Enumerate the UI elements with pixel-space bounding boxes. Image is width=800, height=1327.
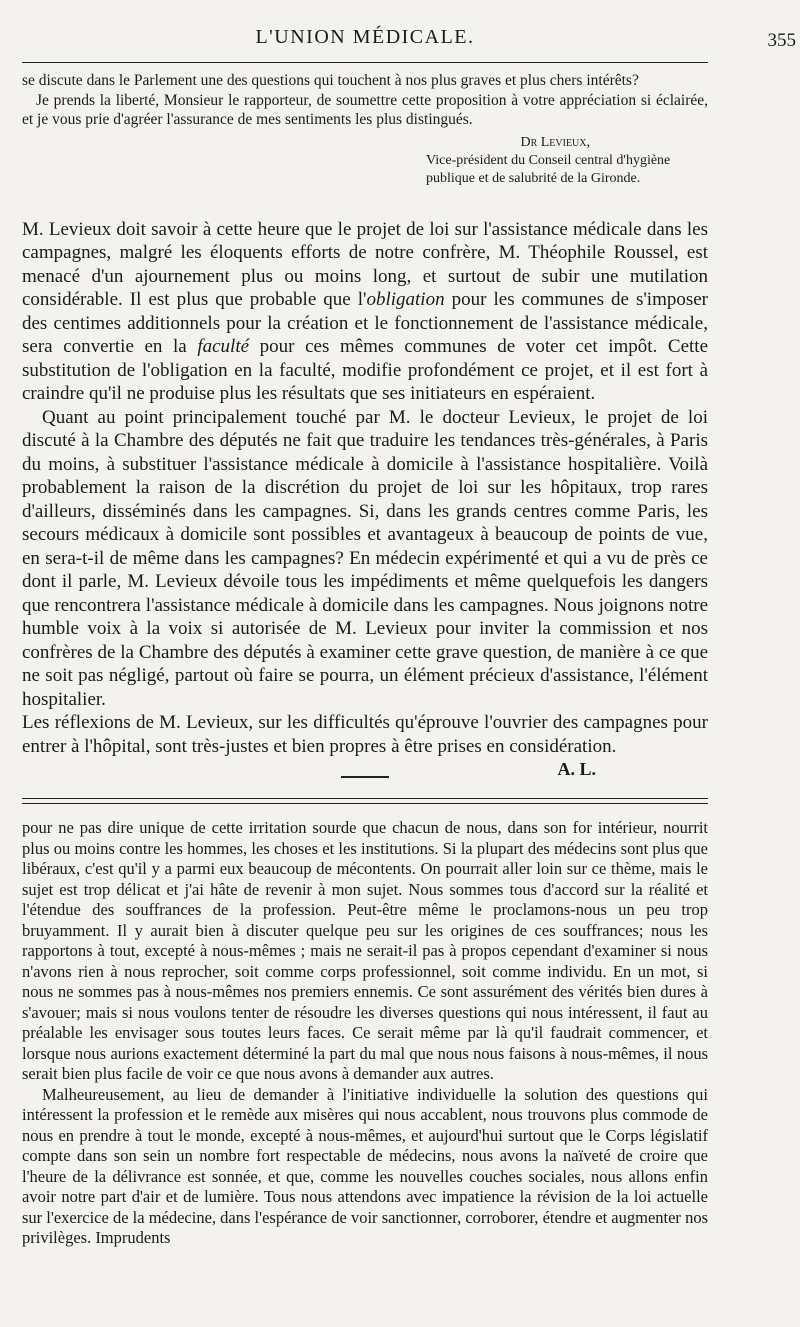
feuilleton-paragraph: pour ne pas dire unique de cette irritation sourde que chacun de nous, dans son for intérieur, nourrit plus ou moins contre les hommes, les choses et les institutions. Si la plupart des médecins sont plus que libéraux, c'est qu'il y a parmi eux beaucoup de mécontents. On pourrait aller loin sur ce thème, mais le sujet est trop délicat et j'ai hâte de revenir à mon sujet. Nous sommes tous d'accord sur la réalité et l'étendue des souffrances de la profession. Peut-être même le proclamons-nous un peu trop bruyamment. Il y aurait bien à discuter quelque peu sur les origines de ces souffrances; nous les rapportons à tout, excepté à nous-mêmes ; mais ne serait-il pas à propos cependant d'examiner si nous n'avons rien à nous reprocher, soit comme corps professionnel, soit comme individu. En un mot, si nous ne sommes pas à nous-mêmes nos premiers ennemis. Ce sont assurément des vérités bien dures à s'avouer; mais si nous voulons tenter de résoudre les diverses questions qui nous intéressent, il faut au préalable les envisager sous toutes leurs faces. Ce serait même par là qu'il faudrait commencer, et lorsque nous aurions exactement déterminé la part du mal que nous nous faisons à nous-mêmes, il nous serait bien plus facile de voir ce que nous avons à demander aux autres. <box>22 818 708 1083</box>
letter-signature <box>22 134 708 188</box>
letter-paragraph: Je prends la liberté, Monsieur le rapporteur, de soumettre cette proposition à votre appréciation si éclairée, et je vous prie d'agréer l'assurance de mes sentiments les plus distingués. <box>22 91 708 128</box>
page-header <box>22 22 796 63</box>
signature-title: Vice-président du Conseil central d'hygiène publique et de salubrité de la Gironde. <box>426 152 671 186</box>
feuilleton-paragraph: Malheureusement, au lieu de demander à l'initiative individuelle la solution des questions qui intéressent la profession et le remède aux misères qui nous accablent, nous trouvons plus commode de nous en prendre à tout le monde, excepté à nous-mêmes, et aujourd'hui surtout que le Corps législatif compte dans son sein un nombre fort respectable de médecins, nous avons la naïveté de croire que l'heure de la délivrance est sonnée, et que, comme les nouvelles couches sociales, nous allons enfin avoir notre part d'air et de lumière. Tous nous attendons avec impatience la révision de la loi actuelle sur l'exercice de la médecine, dans l'espérance de voir sanctionner, corroborer, étendre et augmenter nos privilèges. Imprudents <box>22 1084 708 1247</box>
running-title: L'UNION MÉDICALE. <box>255 26 475 48</box>
page-number: 355 <box>767 30 796 51</box>
feuilleton-section <box>22 818 708 1249</box>
emphasis-obligation: obligation <box>366 289 445 310</box>
commentary-paragraph: Les réflexions de M. Levieux, sur les difficultés qu'éprouve l'ouvrier des campagnes pour entrer à l'hôpital, sont très-justes et bien propres à être prises en considération. A. L. <box>22 711 708 758</box>
emphasis-faculte: faculté <box>197 336 250 357</box>
letter-section <box>22 71 708 188</box>
feuilleton-divider <box>22 798 708 804</box>
letter-paragraph: se discute dans le Parlement une des questions qui touchent à nos plus graves et plus chers intérêts? <box>22 72 639 89</box>
commentary-paragraph: M. Levieux doit savoir à cette heure que le projet de loi sur l'assistance médicale dans les campagnes, malgré les éloquents efforts de notre confrère, M. Théophile Roussel, est menacé d'un ajournement plus ou moins long, et surtout de subir une mutilation considérable. Il est plus que probable que l'obligation pour les communes de s'imposer des centimes additionnels pour la création et le fonctionnement de l'assistance médicale, sera convertie en la faculté pour ces mêmes communes de voter cet impôt. Cette substitution de l'obligation en la faculté, modifie profondément ce projet, et il est fort à craindre qu'il ne produise plus les résultats que ses initiateurs en espéraient. <box>22 218 709 404</box>
commentary-paragraph: Quant au point principalement touché par M. le docteur Levieux, le projet de loi discuté à la Chambre des députés ne fait que traduire les tendances très-générales, à Paris du moins, à substituer l'assistance médicale à domicile à l'assistance hospitalière. Voilà probablement la raison de la discrétion du projet de loi sur les hôpitaux, trop rares d'ailleurs, disséminés dans les campagnes. Si, dans les grands centres comme Paris, les secours médicaux à domicile sont possibles et avantageux à beaucoup de points de vue, en sera-t-il de même dans les campagnes? En médecin expérimenté et qui a vu de près ce dont il parle, M. Levieux dévoile tous les impédiments et même quelquefois les dangers que rencontrera l'assistance médicale à domicile dans les campagnes. Nous joignons notre humble voix à la voix si autorisée de M. Levieux pour inviter la commission et nos confrères de la Chambre des députés à examiner cette grave question, de manière à ce que ne soit pas négligé, partout où faire se pourra, un élément précieux d'assistance, l'élément hospitalier. <box>22 406 708 710</box>
editorial-commentary <box>22 218 709 779</box>
section-divider <box>341 776 389 778</box>
signature-name: Dr Levieux, <box>520 134 590 150</box>
author-initials: A. L. <box>557 759 596 779</box>
